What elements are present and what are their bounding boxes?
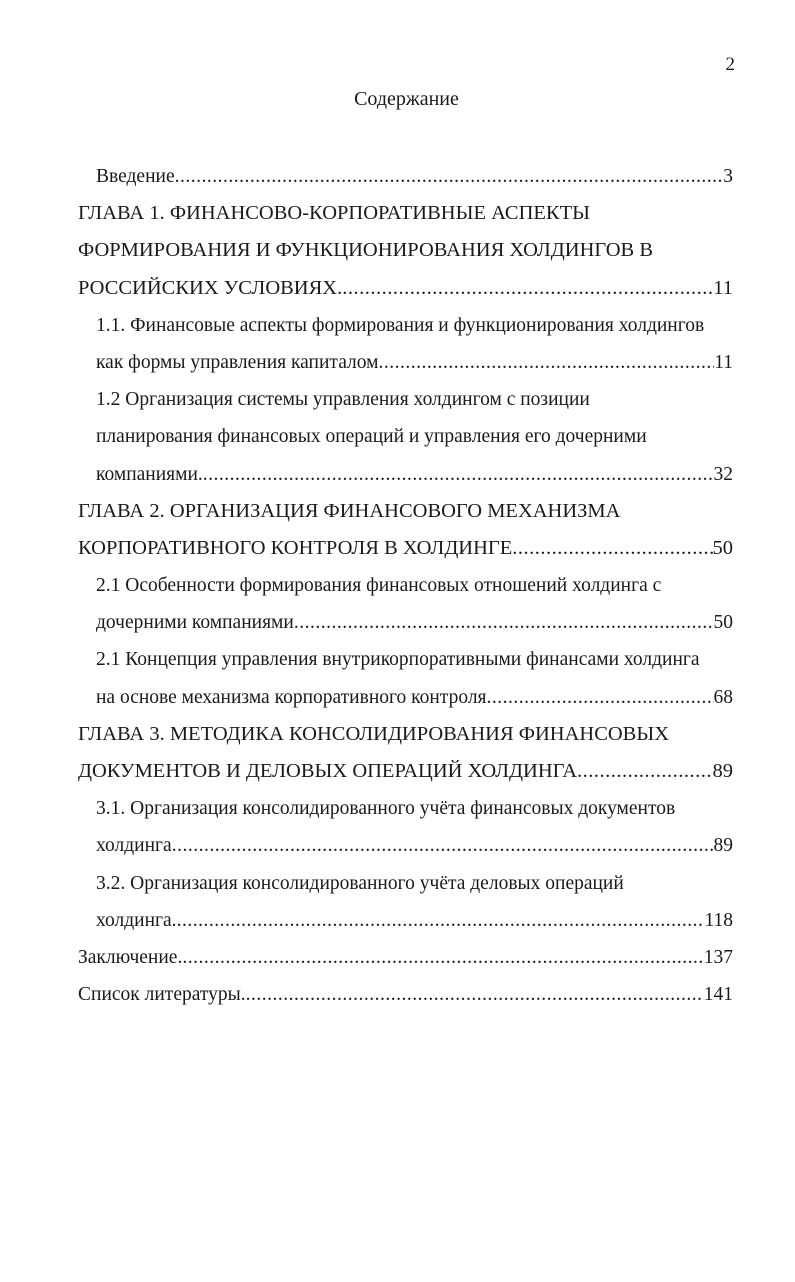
- toc-entry-conclusion[interactable]: [78, 939, 733, 976]
- dot-leader: [487, 679, 714, 716]
- toc-section-2-1-line-2[interactable]: [78, 604, 733, 641]
- toc-section-1-2-line-1[interactable]: [78, 381, 733, 418]
- toc-chapter-2-line-2[interactable]: [78, 530, 733, 567]
- toc-entry-text: Введение: [96, 166, 175, 187]
- toc-entry-text: 1.2 Организация системы управления холдингом с позиции: [96, 389, 590, 411]
- table-of-contents: [78, 158, 733, 1013]
- toc-entry-text: холдинга: [96, 835, 172, 857]
- toc-entry-text: компаниями.: [96, 463, 203, 485]
- dot-leader: [342, 270, 713, 307]
- toc-page-number: 141: [703, 984, 733, 1006]
- dot-leader: [294, 604, 714, 641]
- toc-entry-text: КОРПОРАТИВНОГО КОНТРОЛЯ В ХОЛДИНГЕ: [78, 536, 513, 559]
- dot-leader: [172, 827, 714, 864]
- toc-page-number: 50: [712, 536, 733, 559]
- toc-section-2-2-line-1[interactable]: [78, 641, 733, 678]
- toc-page-number: 3: [723, 166, 733, 187]
- toc-entry-text: на основе механизма корпоративного контроля: [96, 686, 487, 708]
- dot-leader: [246, 976, 704, 1013]
- toc-entry-references[interactable]: [78, 976, 733, 1013]
- dot-leader: [175, 158, 724, 195]
- toc-chapter-1-line-2[interactable]: [78, 232, 733, 269]
- toc-chapter-3-line-1[interactable]: [78, 716, 733, 753]
- toc-section-1-1-line-2[interactable]: [78, 344, 733, 381]
- toc-page-number: 68: [713, 686, 733, 708]
- toc-page-number: 11: [713, 276, 733, 299]
- toc-section-3-1-line-1[interactable]: [78, 790, 733, 827]
- toc-entry-text: дочерними компаниями: [96, 612, 294, 634]
- toc-entry-text: Список литературы.: [78, 984, 246, 1006]
- dot-leader: [378, 344, 714, 381]
- toc-entry-text: ДОКУМЕНТОВ И ДЕЛОВЫХ ОПЕРАЦИЙ ХОЛДИНГА: [78, 760, 578, 782]
- toc-page-number: 118: [704, 909, 733, 931]
- toc-page-number: 50: [713, 612, 733, 634]
- toc-page-number: 89: [712, 760, 733, 782]
- dot-leader: [577, 753, 712, 790]
- toc-entry-intro[interactable]: [78, 158, 733, 195]
- toc-chapter-1-line-3[interactable]: [78, 270, 733, 307]
- toc-entry-text: ГЛАВА 3. МЕТОДИКА КОНСОЛИДИРОВАНИЯ ФИНАНСОВЫХ: [78, 722, 670, 745]
- toc-section-1-2-line-3[interactable]: [78, 456, 733, 493]
- toc-entry-text: ГЛАВА 2. ОРГАНИЗАЦИЯ ФИНАНСОВОГО МЕХАНИЗМА: [78, 499, 621, 522]
- toc-page-number: 32: [713, 463, 733, 485]
- toc-entry-text: ГЛАВА 1. ФИНАНСОВО-КОРПОРАТИВНЫЕ АСПЕКТЫ: [78, 202, 590, 225]
- dot-leader: [182, 939, 703, 976]
- toc-section-3-1-line-2[interactable]: [78, 827, 733, 864]
- toc-page-number: 11: [714, 351, 733, 373]
- toc-entry-text: РОССИЙСКИХ УСЛОВИЯХ.: [78, 276, 343, 299]
- toc-chapter-1-line-1[interactable]: [78, 195, 733, 232]
- page-number: 2: [725, 54, 735, 75]
- dot-leader: [177, 902, 705, 939]
- toc-entry-text: Заключение.: [78, 946, 183, 968]
- toc-section-3-2-line-2[interactable]: [78, 902, 733, 939]
- toc-entry-text: 2.1 Особенности формирования финансовых отношений холдинга с: [96, 575, 662, 597]
- toc-chapter-3-line-2[interactable]: [78, 753, 733, 790]
- toc-section-1-1-line-1[interactable]: [78, 307, 733, 344]
- toc-chapter-2-line-1[interactable]: [78, 493, 733, 530]
- toc-entry-text: 2.1 Концепция управления внутрикорпоративными финансами холдинга: [96, 649, 700, 671]
- dot-leader: [512, 530, 712, 567]
- toc-entry-text: 3.1. Организация консолидированного учёта финансовых документов: [96, 798, 676, 820]
- toc-page-number: 89: [713, 835, 733, 857]
- toc-section-2-2-line-2[interactable]: [78, 679, 733, 716]
- toc-entry-text: планирования финансовых операций и управления его дочерними: [96, 426, 647, 448]
- toc-entry-text: 1.1. Финансовые аспекты формирования и функционирования холдингов: [96, 314, 705, 336]
- toc-page-number: 137: [703, 946, 733, 968]
- toc-section-2-1-line-1[interactable]: [78, 567, 733, 604]
- toc-entry-text: ФОРМИРОВАНИЯ И ФУНКЦИОНИРОВАНИЯ ХОЛДИНГОВ В: [78, 239, 654, 262]
- toc-entry-text: как формы управления капиталом: [96, 351, 379, 373]
- toc-section-3-2-line-1[interactable]: [78, 865, 733, 902]
- page-title: Содержание: [354, 88, 459, 110]
- toc-entry-text: холдинга.: [96, 909, 177, 931]
- toc-entry-text: 3.2. Организация консолидированного учёта деловых операций: [96, 872, 624, 894]
- dot-leader: [203, 456, 714, 493]
- toc-section-1-2-line-2[interactable]: [78, 418, 733, 455]
